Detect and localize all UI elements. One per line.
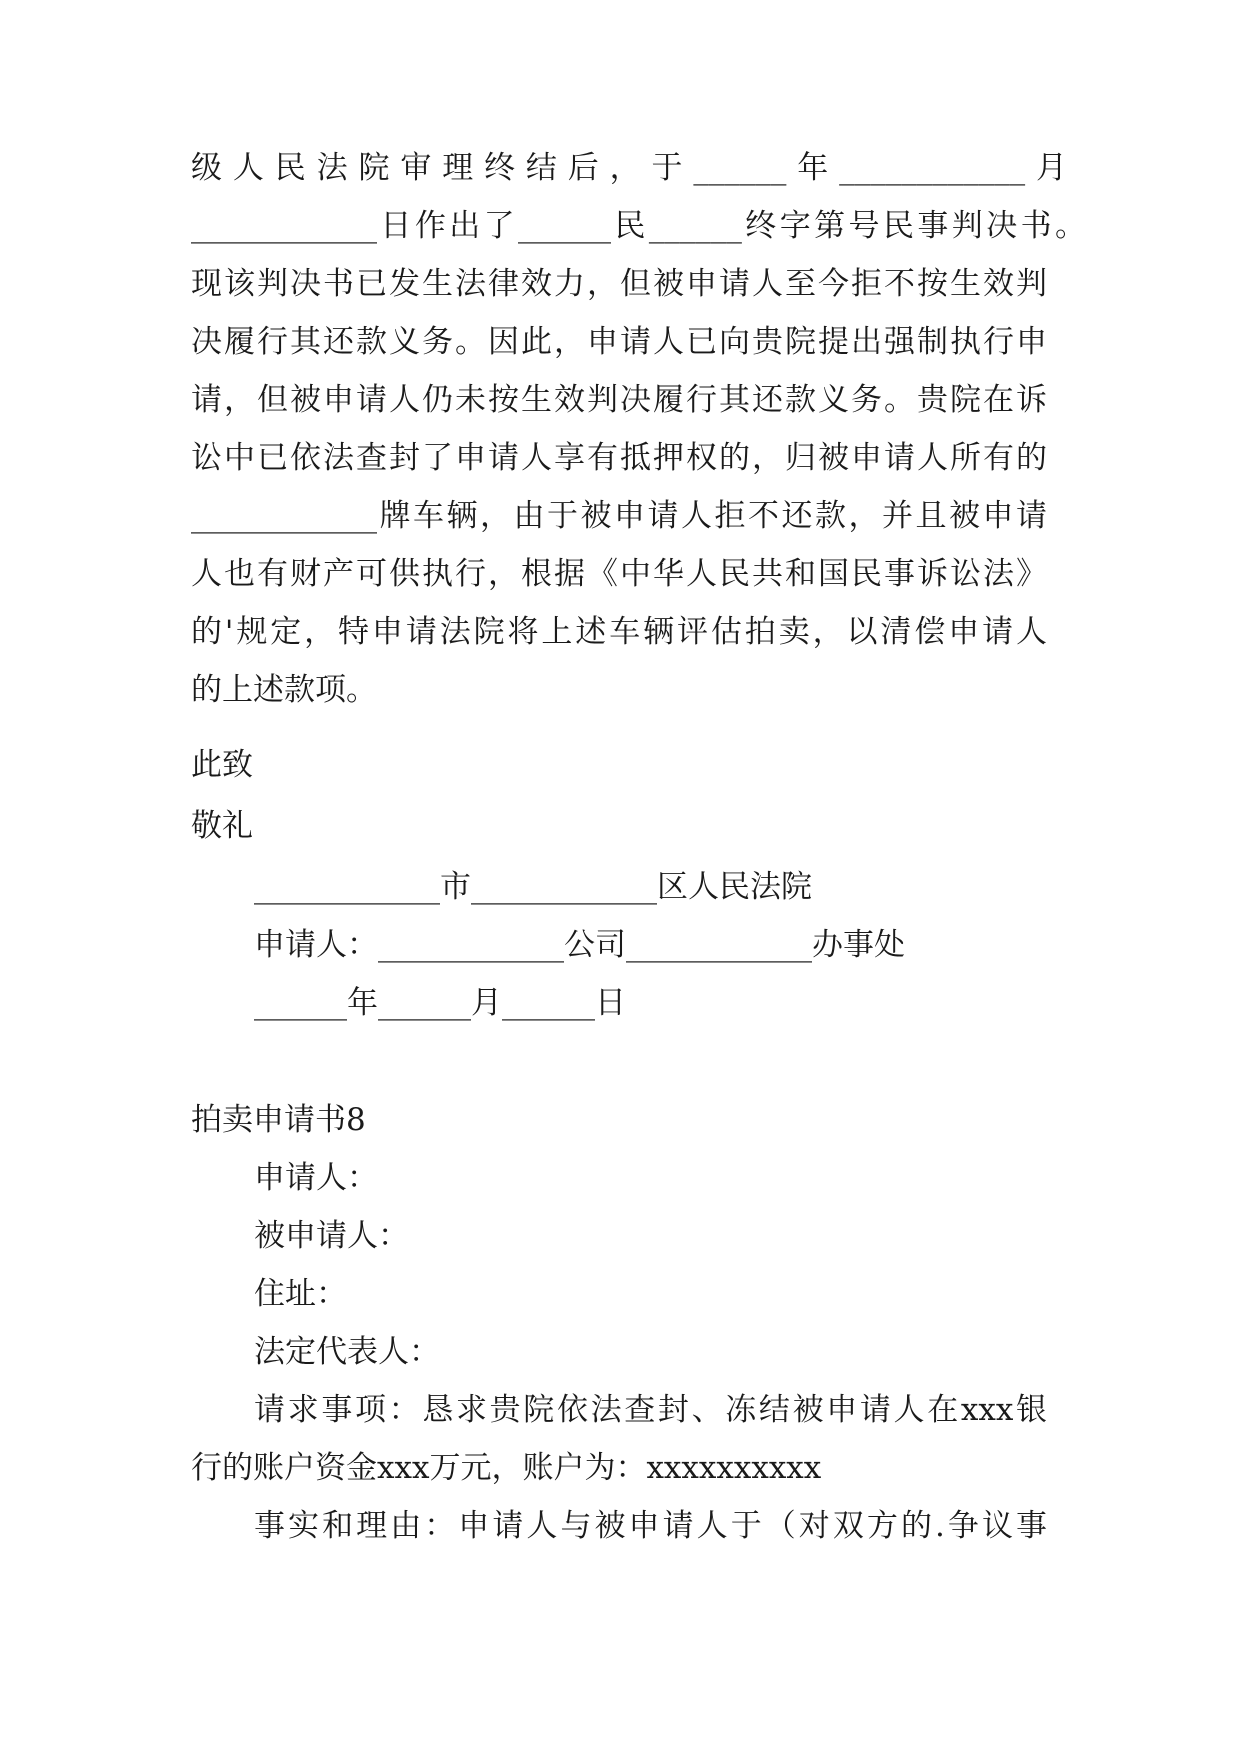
closing-jingli: 敬礼 — [191, 808, 253, 844]
request-line-2: 行的账户资金xxx万元，账户为：xxxxxxxxxx — [191, 1450, 822, 1486]
body-line-2: ____________日作出了______民______终字第号民事判决书。 — [191, 208, 1086, 244]
section-title: 拍卖申请书8 — [191, 1102, 366, 1138]
field-legal-rep: 法定代表人： — [254, 1334, 440, 1370]
signature-date: ______年______月______日 — [254, 985, 626, 1021]
closing-cizhi: 此致 — [191, 747, 253, 783]
facts-line: 事实和理由：申请人与被申请人于（对双方的.争议事 — [254, 1508, 1047, 1544]
body-line-3: 现该判决书已发生法律效力，但被申请人至今拒不按生效判 — [191, 266, 1047, 302]
body-line-9: 的'规定，特申请法院将上述车辆评估拍卖，以清偿申请人 — [191, 614, 1047, 650]
field-applicant: 申请人： — [254, 1160, 378, 1196]
body-line-8: 人也有财产可供执行，根据《中华人民共和国民事诉讼法》 — [191, 556, 1047, 592]
signature-applicant: 申请人：____________公司____________办事处 — [254, 927, 905, 963]
body-line-6: 讼中已依法查封了申请人享有抵押权的，归被申请人所有的 — [191, 440, 1047, 476]
body-line-7: ____________牌车辆，由于被申请人拒不还款，并且被申请 — [191, 498, 1047, 534]
field-address: 住址： — [254, 1276, 347, 1312]
body-line-4: 决履行其还款义务。因此，申请人已向贵院提出强制执行申 — [191, 324, 1047, 360]
signature-court: ____________市____________区人民法院 — [254, 869, 812, 905]
request-line-1: 请求事项：恳求贵院依法查封、冻结被申请人在xxx银 — [254, 1392, 1047, 1428]
body-line-10: 的上述款项。 — [191, 672, 377, 708]
field-respondent: 被申请人： — [254, 1218, 409, 1254]
body-line-1: 级人民法院审理终结后，于______年____________月 — [191, 150, 1067, 186]
body-line-5: 请，但被申请人仍未按生效判决履行其还款义务。贵院在诉 — [191, 382, 1047, 418]
